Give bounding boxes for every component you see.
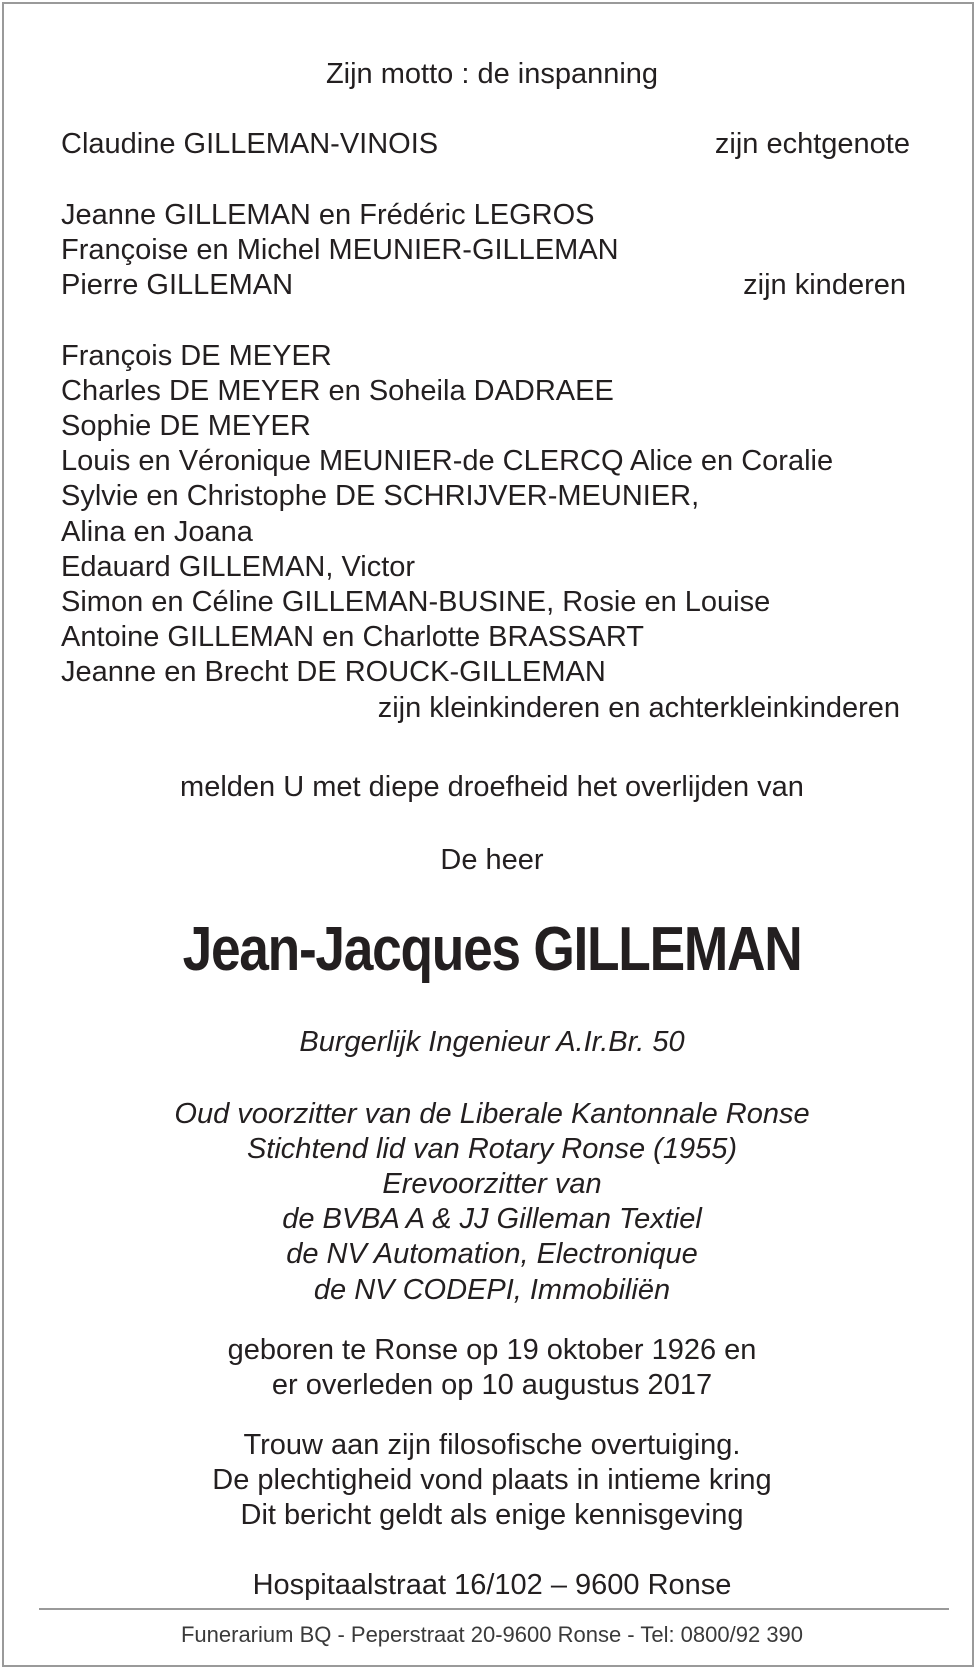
function-line: Stichtend lid van Rotary Ronse (1955)	[246, 1133, 738, 1165]
obituary-notice	[2, 2, 974, 1667]
professional-title: Burgerlijk Ingenieur A.Ir.Br. 50	[299, 1026, 685, 1058]
deceased-name: Jean-Jacques GILLEMAN	[182, 915, 802, 984]
funeral-home-footer: Funerarium BQ - Peperstraat 20-9600 Ronse - Tel: 0800/92 390	[180, 1622, 804, 1647]
grandchild-line: Simon en Céline GILLEMAN-BUSINE, Rosie en Louise	[61, 586, 771, 618]
grandchild-line: Charles DE MEYER en Soheila DADRAEE	[61, 375, 614, 407]
death-date-line: er overleden op 10 augustus 2017	[271, 1369, 713, 1401]
child-line: Pierre GILLEMAN	[61, 269, 294, 301]
function-line: Erevoorzitter van	[382, 1168, 602, 1200]
footer-divider	[39, 1608, 949, 1610]
function-line: de NV CODEPI, Immobiliën	[313, 1274, 671, 1306]
closing-line: Trouw aan zijn filosofische overtuiging.	[243, 1429, 741, 1461]
function-line: de BVBA A & JJ Gilleman Textiel	[282, 1203, 702, 1235]
child-line: Jeanne GILLEMAN en Frédéric LEGROS	[61, 199, 595, 231]
grandchildren-role: zijn kleinkinderen en achterkleinkinderen	[377, 692, 900, 724]
closing-line: Dit bericht geldt als enige kennisgeving	[240, 1499, 744, 1531]
child-line: Françoise en Michel MEUNIER-GILLEMAN	[61, 234, 619, 266]
grandchild-line: Louis en Véronique MEUNIER-de CLERCQ Alice en Coralie	[61, 445, 834, 477]
address: Hospitaalstraat 16/102 – 9600 Ronse	[252, 1569, 732, 1601]
children-role: zijn kinderen	[743, 269, 906, 301]
grandchild-line: Jeanne en Brecht DE ROUCK-GILLEMAN	[61, 656, 606, 688]
spouse-name: Claudine GILLEMAN-VINOIS	[61, 128, 439, 160]
salutation: De heer	[440, 844, 544, 876]
function-line: Oud voorzitter van de Liberale Kantonnale Ronse	[174, 1098, 810, 1130]
grandchild-line: Sylvie en Christophe DE SCHRIJVER-MEUNIER,	[61, 480, 700, 512]
grandchild-line: Alina en Joana	[61, 516, 253, 548]
spouse-role: zijn echtgenote	[714, 128, 910, 160]
grandchild-line: François DE MEYER	[61, 340, 332, 372]
grandchild-line: Sophie DE MEYER	[61, 410, 311, 442]
announcement: melden U met diepe droefheid het overlijden van	[180, 771, 804, 803]
closing-line: De plechtigheid vond plaats in intieme kring	[212, 1464, 772, 1496]
birth-date-line: geboren te Ronse op 19 oktober 1926 en	[227, 1334, 757, 1366]
motto: Zijn motto : de inspanning	[325, 58, 659, 90]
grandchild-line: Antoine GILLEMAN en Charlotte BRASSART	[61, 621, 644, 653]
grandchild-line: Edauard GILLEMAN, Victor	[61, 551, 416, 583]
function-line: de NV Automation, Electronique	[286, 1238, 698, 1270]
